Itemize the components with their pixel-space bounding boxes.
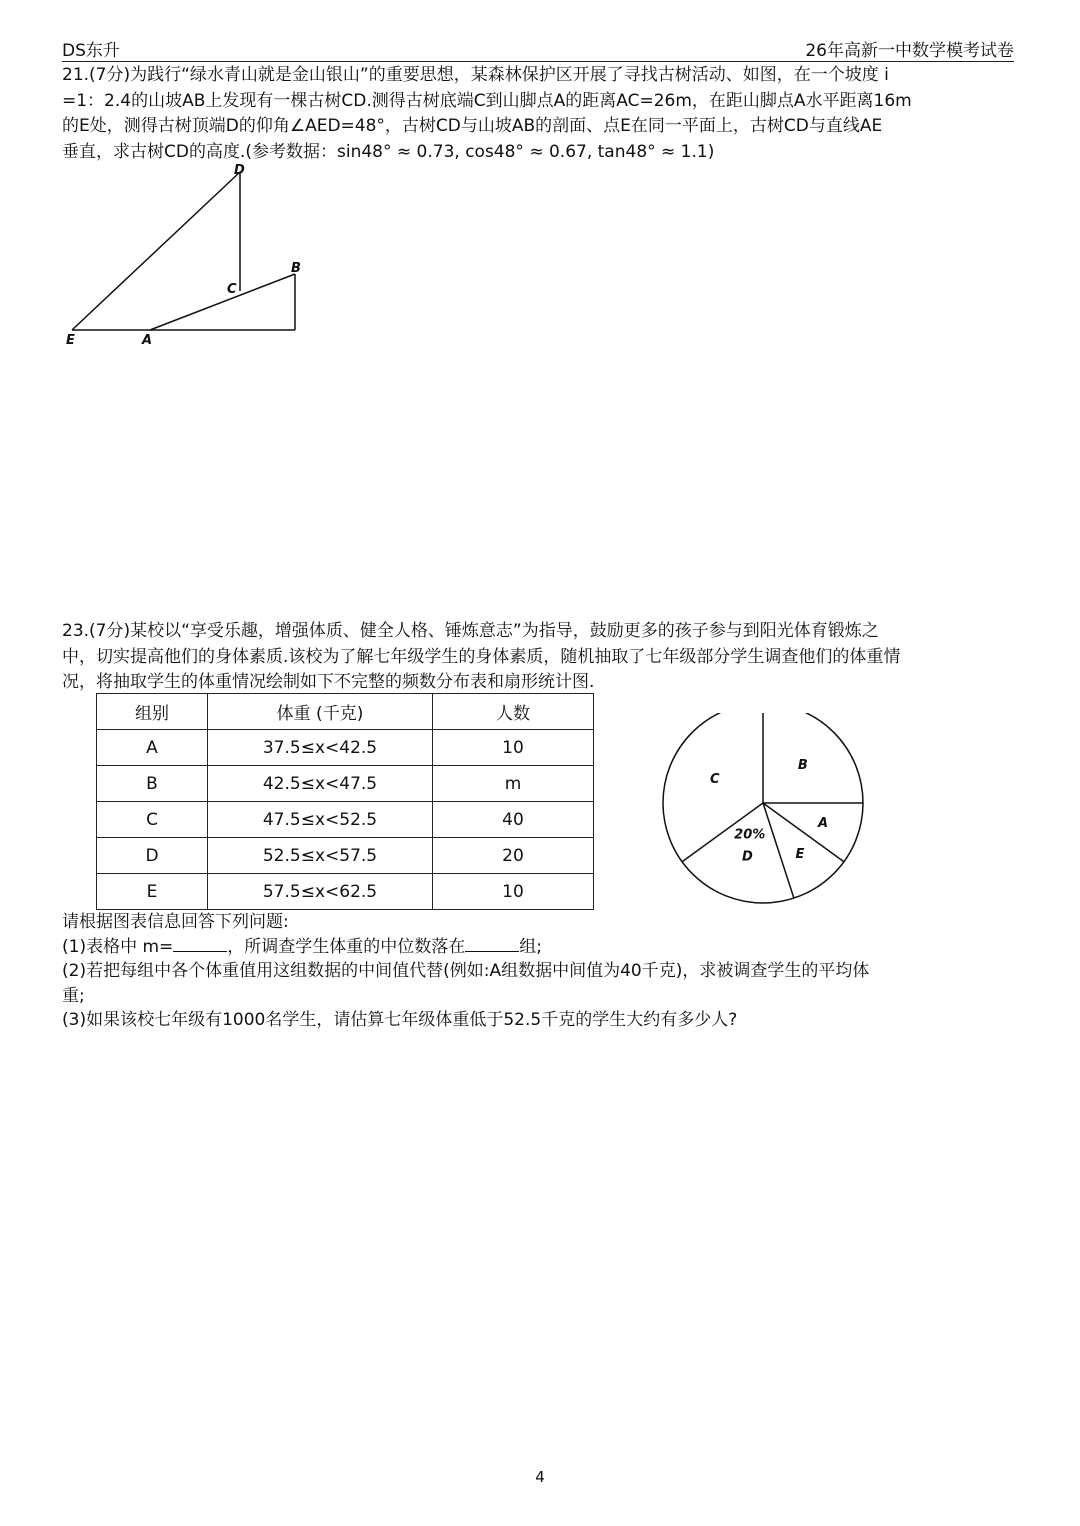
label-E: E <box>66 333 75 348</box>
question-21-line: 21.(7分)为践行“绿水青山就是金山银山”的重要思想，某森林保护区开展了寻找古树活动、如图，在一个坡度 i <box>62 65 889 85</box>
pie-slice-boundary-d <box>763 803 794 898</box>
question-1 <box>62 935 1017 960</box>
question-23-subquestions <box>62 910 1017 1033</box>
table-row <box>97 802 594 838</box>
pie-labels <box>710 758 828 864</box>
pie-label-b: B <box>797 758 808 774</box>
questions-intro: 请根据图表信息回答下列问题: <box>62 912 289 932</box>
question-21-text <box>62 63 1017 165</box>
cell-group: A <box>97 730 208 766</box>
label-B: B <box>291 261 301 276</box>
table-row <box>97 730 594 766</box>
cell-count: m <box>433 766 594 802</box>
cell-count: 10 <box>433 730 594 766</box>
pie-chart <box>655 713 865 913</box>
pie-annotation-d: 20% <box>734 827 766 843</box>
header-weight: 体重 (千克) <box>208 694 433 730</box>
pie-label-e: E <box>795 847 805 863</box>
table-row <box>97 838 594 874</box>
question-1-part: 组; <box>519 936 543 957</box>
question-1-part: (1)表格中 m= <box>62 936 174 957</box>
table-row <box>97 766 594 802</box>
label-D: D <box>234 163 245 178</box>
question-3: (3)如果该校七年级有1000名学生，请估算七年级体重低于52.5千克的学生大约有多少人? <box>62 1010 738 1030</box>
cell-weight: 52.5≤x<57.5 <box>208 838 433 874</box>
header-title: 26年高新一中数学模考试卷 <box>805 41 1014 61</box>
table-row <box>97 874 594 910</box>
header-group: 组别 <box>97 694 208 730</box>
cell-count: 40 <box>433 802 594 838</box>
cell-group: E <box>97 874 208 910</box>
slope-AB <box>150 274 295 330</box>
question-23-line: 23.(7分)某校以“享受乐趣，增强体质、健全人格、锤炼意志”为指导，鼓励更多的孩子参与到阳光体育锻炼之 <box>62 621 879 641</box>
pie-label-d: D <box>742 849 753 865</box>
header-left: DS东升 <box>62 41 120 61</box>
cell-group: B <box>97 766 208 802</box>
label-A: A <box>142 333 153 348</box>
label-C: C <box>227 282 237 297</box>
cell-weight: 42.5≤x<47.5 <box>208 766 433 802</box>
question-23-line: 况，将抽取学生的体重情况绘制如下不完整的频数分布表和扇形统计图. <box>62 672 595 692</box>
cell-weight: 57.5≤x<62.5 <box>208 874 433 910</box>
pie-slices <box>663 713 863 903</box>
answer-blank-median <box>465 935 519 952</box>
question-23-text <box>62 619 1017 696</box>
question-2-cont: 重; <box>62 985 85 1006</box>
question-21-line: =1：2.4的山坡AB上发现有一棵古树CD.测得古树底端C到山脚点A的距离AC=26m，在距山脚点A水平距离16m <box>62 90 912 111</box>
question-21-line: 的E处，测得古树顶端D的仰角∠AED=48°，古树CD与山坡AB的剖面、点E在同一平面上，古树CD与直线AE <box>62 116 883 136</box>
answer-blank-m <box>173 935 227 952</box>
header-divider <box>62 61 1014 62</box>
slope-tree-figure <box>58 160 318 352</box>
cell-group: D <box>97 838 208 874</box>
page-number: 4 <box>535 1468 545 1486</box>
table-header-row <box>97 694 594 730</box>
question-2: (2)若把每组中各个体重值用这组数据的中间值代替(例如:A组数据中间值为40千克)，求被调查学生的平均体 <box>62 961 870 981</box>
cell-count: 10 <box>433 874 594 910</box>
header-count: 人数 <box>433 694 594 730</box>
cell-weight: 37.5≤x<42.5 <box>208 730 433 766</box>
question-1-part: ，所调查学生体重的中位数落在 <box>227 936 466 957</box>
question-21-line: 垂直，求古树CD的高度.(参考数据：sin48° ≈ 0.73, cos48° ≈ 0.67, tan48° ≈ 1.1) <box>62 141 715 162</box>
cell-weight: 47.5≤x<52.5 <box>208 802 433 838</box>
cell-group: C <box>97 802 208 838</box>
question-23-line: 中，切实提高他们的身体素质.该校为了解七年级学生的身体素质，随机抽取了七年级部分学生调查他们的体重情 <box>62 646 901 667</box>
cell-count: 20 <box>433 838 594 874</box>
pie-label-c: C <box>709 772 720 788</box>
line-ED <box>72 172 240 330</box>
pie-label-a: A <box>817 816 829 832</box>
frequency-table <box>96 693 594 910</box>
